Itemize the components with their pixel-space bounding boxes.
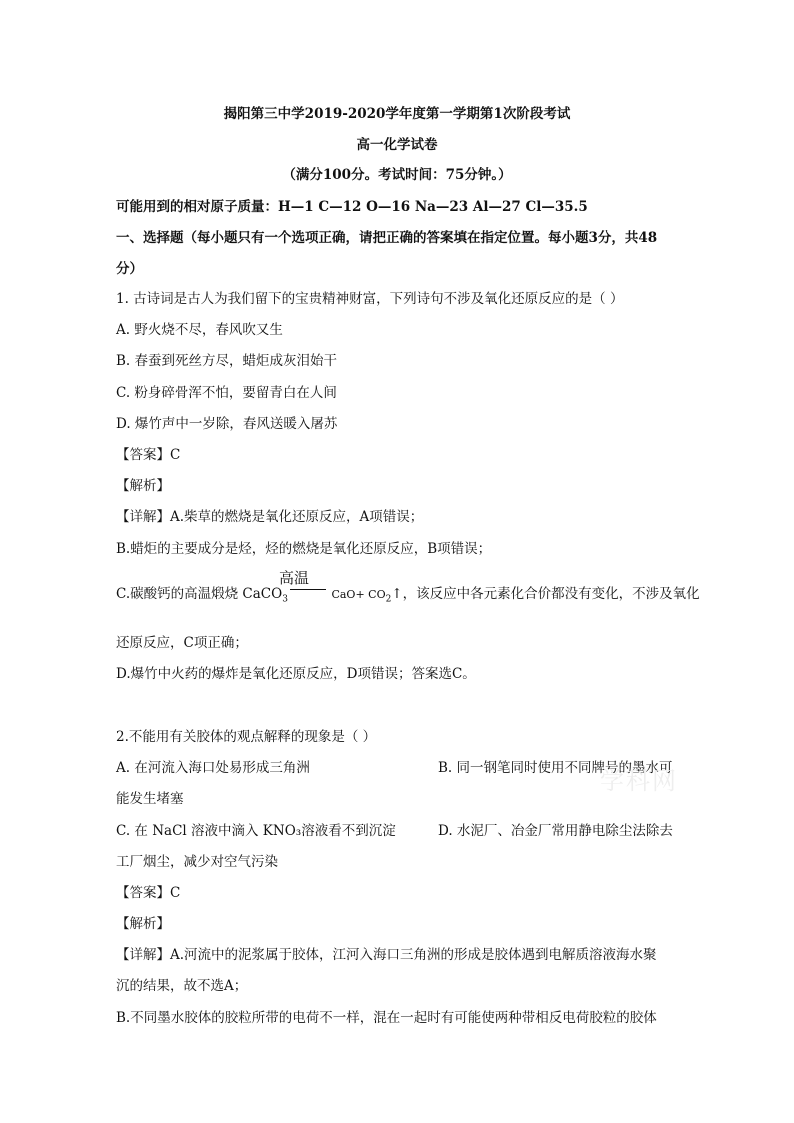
q2-stem: 2.不能用有关胶体的观点解释的现象是（ ） (116, 729, 377, 745)
q2-detail-a1: 【详解】A.河流中的泥浆属于胶体，江河入海口三角洲的形成是胶体遇到电解质溶液海水聚 (116, 947, 657, 963)
q1-answer: 【答案】C (116, 447, 181, 463)
q2-option-b: B. 同一钢笔同时使用不同牌号的墨水可 (438, 760, 673, 776)
watermark: 学科网 (600, 767, 678, 795)
exam-info: （满分100分。考试时间：75分钟。） (282, 167, 512, 183)
q1-stem: 1. 古诗词是古人为我们留下的宝贵精神财富，下列诗句不涉及氧化还原反应的是（ ） (116, 291, 624, 307)
q1-detail-c2: 还原反应，C项正确； (116, 635, 248, 651)
q1-detail-c: C.碳酸钙的高温煅烧 CaCO$_3$ $CaO+ CO_2↑$，该反应中各元素化合价都没有变化，不涉及氧化 (116, 586, 700, 605)
q1-detail-a: 【详解】A.柴草的燃烧是氧化还原反应，A项错误； (116, 509, 424, 525)
atomic-masses: 可能用到的相对原子质量：H—1 C—12 O—16 Na—23 Al—27 Cl—35.5 (116, 199, 588, 215)
q2-option-d-cont: 工厂烟尘，减少对空气污染 (116, 854, 278, 870)
q1-option-c: C. 粉身碎骨浑不怕，要留青白在人间 (116, 385, 337, 401)
section-heading-line2: 分） (116, 261, 143, 277)
q2-answer: 【答案】C (116, 885, 181, 901)
reaction-condition: 高温 (278, 569, 309, 587)
q2-analysis-label: 【解析】 (116, 916, 170, 932)
section-heading-line1: 一、选择题（每小题只有一个选项正确，请把正确的答案填在指定位置。每小题3分，共48 (116, 230, 658, 246)
q1-option-d: D. 爆竹声中一岁除，春风送暖入屠苏 (116, 416, 338, 432)
q2-option-b-cont: 能发生堵塞 (116, 791, 184, 807)
q2-detail-a2: 沉的结果，故不选A； (116, 978, 248, 994)
exam-title: 揭阳第三中学2019-2020学年度第一学期第1次阶段考试 (223, 106, 571, 122)
q2-option-a: A. 在河流入海口处易形成三角洲 (116, 760, 310, 776)
q1-detail-b: B.蜡炬的主要成分是烃，烃的燃烧是氧化还原反应，B项错误； (116, 541, 492, 557)
q1-option-b: B. 春蚕到死丝方尽，蜡炬成灰泪始干 (116, 353, 338, 369)
equals-arrow (290, 589, 326, 592)
q1-detail-d: D.爆竹中火药的爆炸是氧化还原反应，D项错误；答案选C。 (116, 666, 476, 682)
exam-subtitle: 高一化学试卷 (356, 137, 438, 153)
q1-analysis-label: 【解析】 (116, 478, 170, 494)
q1-option-a: A. 野火烧不尽，春风吹又生 (116, 322, 283, 338)
q2-detail-b1: B.不同墨水胶体的胶粒所带的电荷不一样，混在一起时有可能使两种带相反电荷胶粒的胶体 (116, 1010, 657, 1026)
q2-option-d: D. 水泥厂、冶金厂常用静电除尘法除去 (438, 823, 673, 839)
q2-option-c: C. 在 NaCl 溶液中滴入 KNO₃溶液看不到沉淀 (116, 823, 396, 839)
